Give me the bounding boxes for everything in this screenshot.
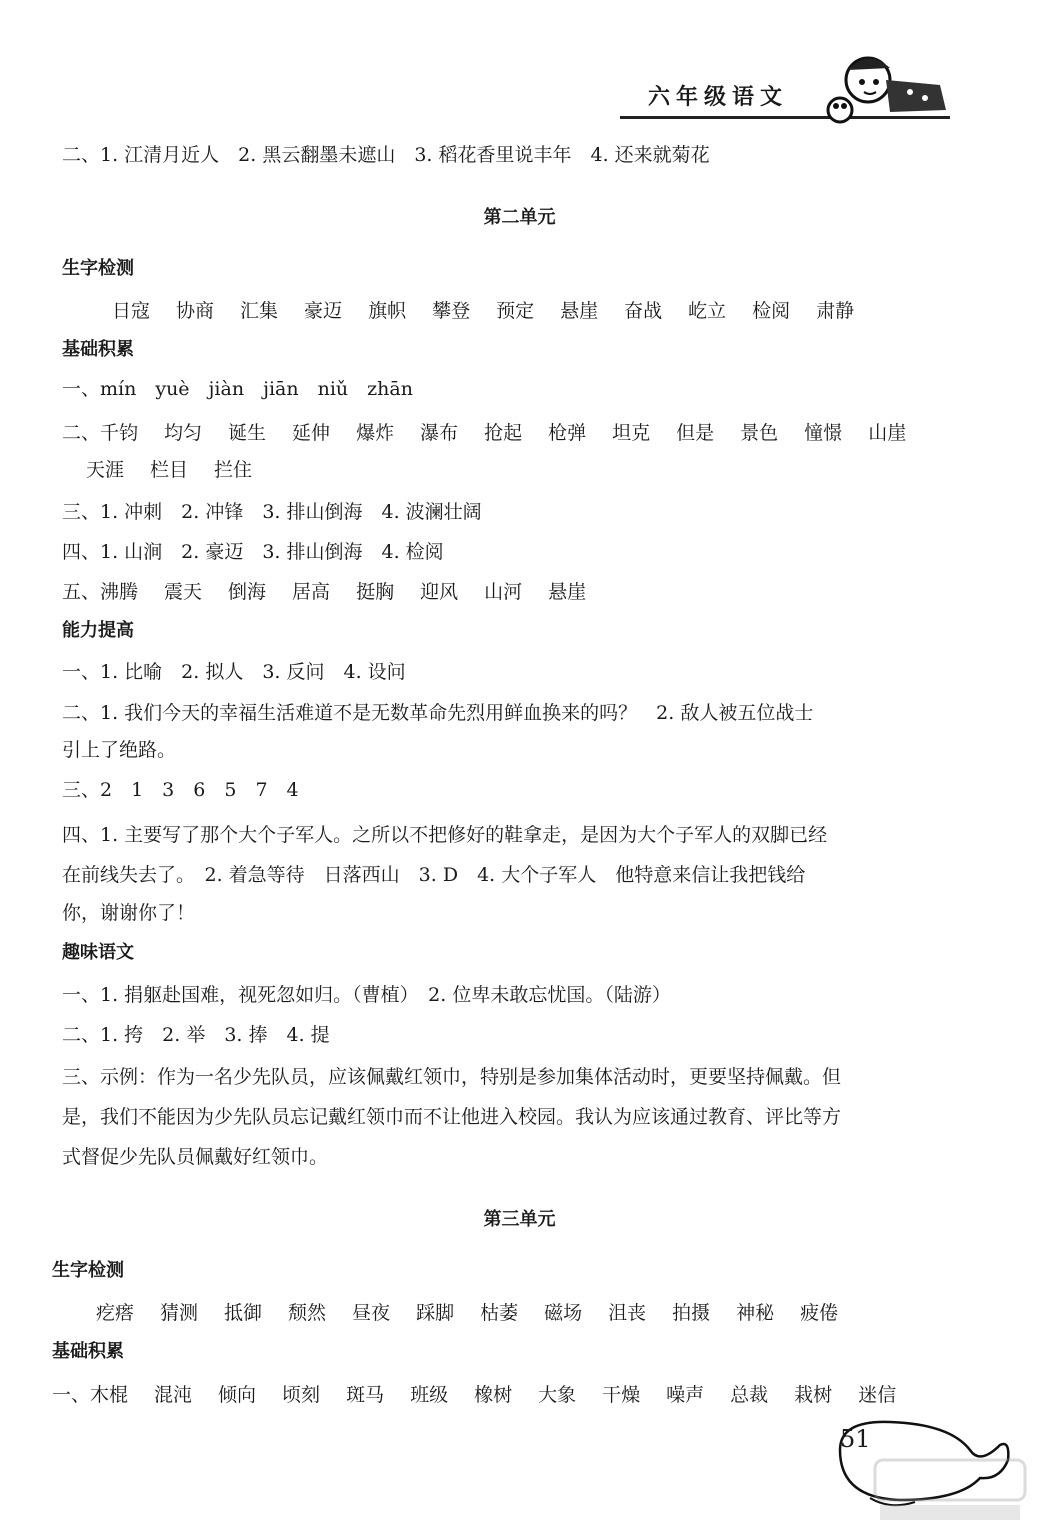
- unit2-quwei-line3a: 三、示例：作为一名少先队员，应该佩戴红领巾，特别是参加集体活动时，更要坚持佩戴。但: [62, 1066, 842, 1088]
- unit2-nengli-line3: 三、2 1 3 6 5 7 4: [62, 779, 299, 801]
- unit3-jichu-line1: 一、木棍 混沌 倾向 顷刻 斑马 班级 橡树 大象 干燥 噪声 总裁 栽树 迷信: [52, 1384, 897, 1406]
- unit2-nengli-line4c: 你，谢谢你了！: [62, 902, 196, 924]
- unit2-section-shengzi: 生字检测: [62, 258, 134, 279]
- unit2-nengli-line4b: 在前线失去了。 2. 着急等待 日落西山 3. D 4. 大个子军人 他特意来信让我把钱给: [62, 864, 806, 886]
- unit2-quwei-line2: 二、1. 挎 2. 举 3. 捧 4. 提: [62, 1024, 330, 1046]
- unit2-jichu-line3: 天涯 栏目 拦住: [86, 459, 253, 481]
- mascot-illustration: [820, 40, 950, 135]
- unit1-final-answer: 二、1. 江清月近人 2. 黑云翻墨未遮山 3. 稻花香里说丰年 4. 还来就菊花: [62, 144, 710, 166]
- unit3-title: 第三单元: [483, 1209, 556, 1230]
- unit2-nengli-line2a: 二、1. 我们今天的幸福生活难道不是无数革命先烈用鲜血换来的吗？ 2. 敌人被五位战士: [62, 702, 814, 724]
- unit2-title: 第二单元: [483, 207, 556, 228]
- unit2-section-nengli: 能力提高: [62, 620, 134, 641]
- unit2-section-quwei: 趣味语文: [62, 942, 134, 963]
- unit3-shengzi-words: 疙瘩 猜测 抵御 颓然 昼夜 踩脚 枯萎 磁场 沮丧 拍摄 神秘 疲倦: [96, 1302, 839, 1324]
- unit2-quwei-line3b: 是，我们不能因为少先队员忘记戴红领巾而不让他进入校园。我认为应该通过教育、评比等方: [62, 1106, 842, 1128]
- unit2-jichu-line5: 四、1. 山涧 2. 豪迈 3. 排山倒海 4. 检阅: [62, 541, 444, 563]
- unit3-section-shengzi: 生字检测: [52, 1260, 124, 1281]
- header-title: 六年级语文: [648, 84, 789, 110]
- unit2-jichu-line4: 三、1. 冲刺 2. 冲锋 3. 排山倒海 4. 波澜壮阔: [62, 501, 482, 523]
- unit2-shengzi-words: 日寇 协商 汇集 豪迈 旗帜 攀登 预定 悬崖 奋战 屹立 检阅 肃静: [112, 300, 855, 322]
- unit2-nengli-line1: 一、1. 比喻 2. 拟人 3. 反问 4. 设问: [62, 661, 406, 683]
- unit2-quwei-line3c: 式督促少先队员佩戴好红领巾。: [62, 1146, 329, 1168]
- unit2-section-jichu: 基础积累: [62, 339, 134, 360]
- unit2-jichu-line2: 二、千钧 均匀 诞生 延伸 爆炸 瀑布 抢起 枪弹 坦克 但是 景色 憧憬 山崖: [62, 422, 907, 444]
- unit2-nengli-line2b: 引上了绝路。: [62, 739, 177, 761]
- unit2-nengli-line4a: 四、1. 主要写了那个大个子军人。之所以不把修好的鞋拿走，是因为大个子军人的双脚已经: [62, 824, 828, 846]
- unit2-jichu-line1: 一、mín yuè jiàn jiān niǔ zhān: [62, 378, 413, 400]
- unit2-quwei-line1: 一、1. 捐躯赴国难，视死忽如归。（曹植） 2. 位卑未敢忘忧国。（陆游）: [62, 984, 671, 1006]
- page-number: 51: [840, 1425, 871, 1453]
- watermark-logo: [870, 1455, 1030, 1525]
- unit2-jichu-line6: 五、沸腾 震天 倒海 居高 挺胸 迎风 山河 悬崖: [62, 581, 587, 603]
- unit3-section-jichu: 基础积累: [52, 1341, 124, 1362]
